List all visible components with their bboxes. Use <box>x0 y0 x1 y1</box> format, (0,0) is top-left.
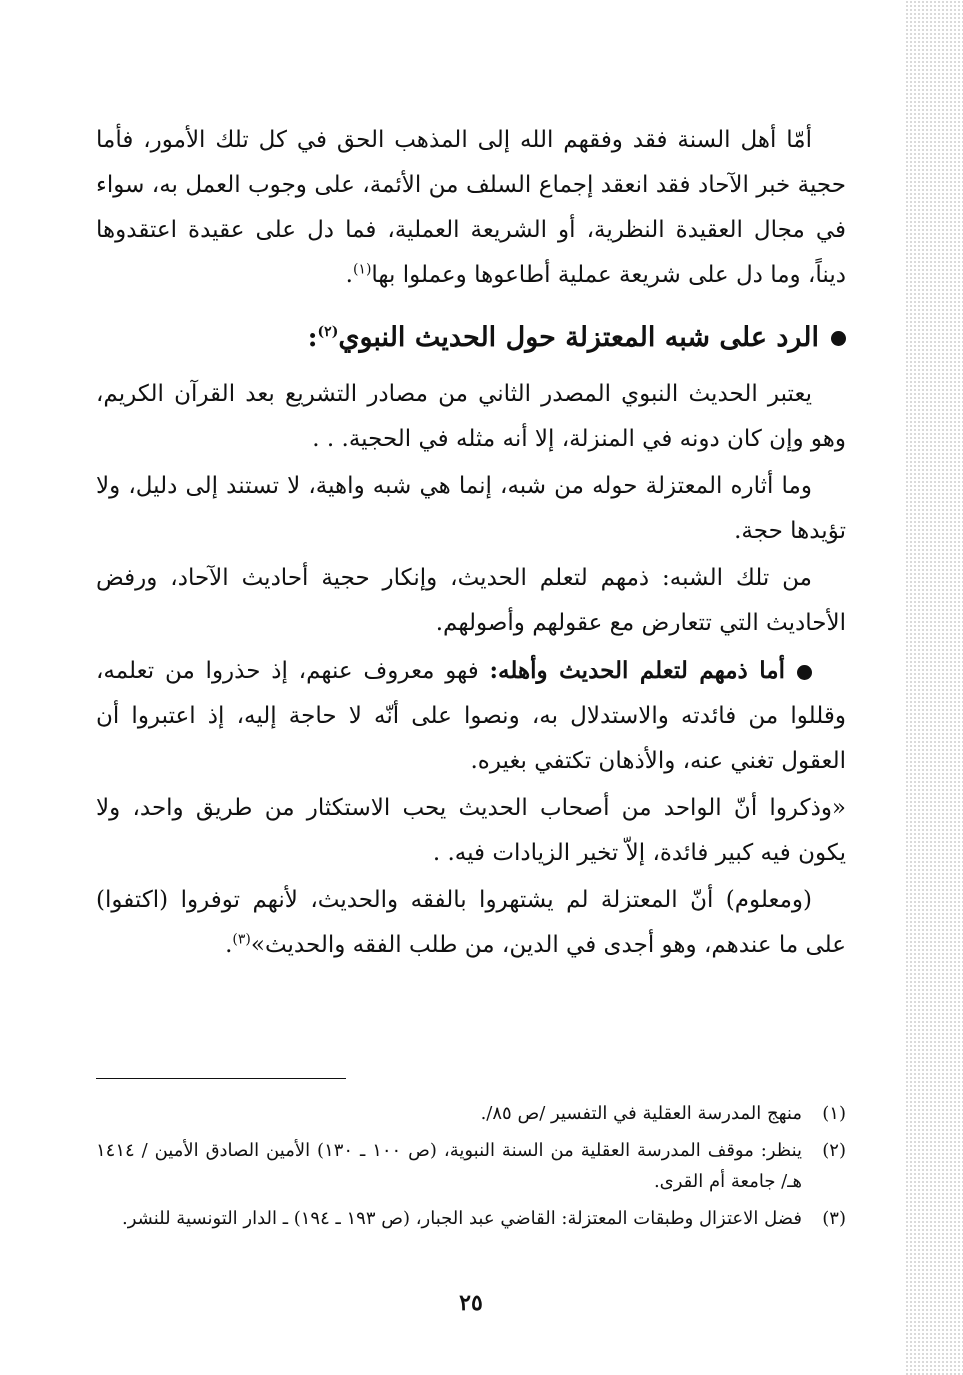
footnote-number: (٢) <box>822 1140 846 1161</box>
paragraph-mutazila-doubts: وما أثاره المعتزلة حوله من شبه، إنما هي شبه واهية، لا تستند إلى دليل، ولا تؤيدها حجة. <box>96 473 846 544</box>
paragraph-text: فهو معروف عنهم، إذ حذروا من تعلمه، وقللوا من فائدته والاستدلال به، ونصوا على أنّه لا حاجة إليه، إذ اعتبروا أن العقول تغني عنه، والأذهان تكتفي بغيره. <box>96 658 846 774</box>
footnote-item <box>96 1203 846 1234</box>
paragraph-end: . <box>345 262 353 288</box>
scan-edge-texture <box>905 0 963 1375</box>
paragraph-dispraise <box>96 648 846 784</box>
footnotes <box>96 1098 846 1240</box>
footnote-ref-2[interactable]: (٢) <box>317 324 339 340</box>
footnote-ref-3[interactable]: (٣) <box>232 931 251 948</box>
paragraph-lead-bold: أما ذمهم لتعلم الحديث وأهله: <box>489 657 785 684</box>
paragraph-doubts-list: من تلك الشبه: ذمهم لتعلم الحديث، وإنكار حجية أحاديث الآحاد، ورفض الأحاديث التي تتعارض مع عقولهم وأصولهم. <box>96 565 846 636</box>
paragraph-quote-end <box>96 878 846 968</box>
paragraph-end: . <box>225 932 233 958</box>
footnote-number: (٣) <box>822 1208 846 1229</box>
footnote-item <box>96 1098 846 1129</box>
paragraph-ahl-sunnah <box>96 118 846 298</box>
footnote-divider <box>96 1078 346 1079</box>
paragraph-text: (ومعلوم) أنّ المعتزلة لم يشتهروا بالفقه والحديث، لأنهم توفروا (اكتفوا) على ما عندهم، وهو أجدى في الدين، من طلب الفقه والحديث» <box>96 887 846 958</box>
paragraph-text: أمّا أهل السنة فقد وفقهم الله إلى المذهب الحق في كل تلك الأمور، فأما حجية خبر الآحاد فقد انعقد إجماع السلف من الأئمة، على وجوب العمل به، سواء في مجال العقيدة النظرية، أو الشريعة العملية، فما دل على عقيدة اعتقدوها ديناً، وما دل على شريعة عملية أطاعوها وعملوا بها <box>96 127 846 288</box>
footnote-text: فضل الاعتزال وطبقات المعتزلة: القاضي عبد الجبار، (ص ١٩٣ ـ ١٩٤) ـ الدار التونسية للنشر. <box>122 1208 802 1229</box>
footnote-number: (١) <box>822 1103 846 1124</box>
footnote-text: منهج المدرسة العقلية في التفسير /ص ٨٥/. <box>480 1103 802 1124</box>
bullet-icon <box>797 665 812 680</box>
bullet-icon <box>831 331 846 346</box>
section-heading <box>96 312 846 364</box>
footnote-item <box>96 1135 846 1197</box>
book-page <box>96 118 846 1316</box>
paragraph-hadith-source: يعتبر الحديث النبوي المصدر الثاني من مصادر التشريع بعد القرآن الكريم، وهو وإن كان دونه في المنزلة، إلا أنه مثله في الحجية. . . <box>96 381 846 452</box>
heading-colon: : <box>307 322 318 353</box>
footnote-ref-1[interactable]: (١) <box>352 261 372 278</box>
paragraph-quote-start: «وذكروا أنّ الواحد من أصحاب الحديث يحب الاستكثار من طريق واحد، ولا يكون فيه كبير فائدة، إلاّ تخير الزيادات فيه. . <box>96 795 846 866</box>
page-number: ٢٥ <box>459 1290 483 1316</box>
footnote-text: ينظر: موقف المدرسة العقلية من السنة النبوية، (ص ١٠٠ ـ ١٣٠) الأمين الصادق الأمين / ١٤١٤ هـ/ جامعة أم القرى. <box>96 1140 803 1192</box>
heading-text: الرد على شبه المعتزلة حول الحديث النبوي <box>338 322 819 353</box>
